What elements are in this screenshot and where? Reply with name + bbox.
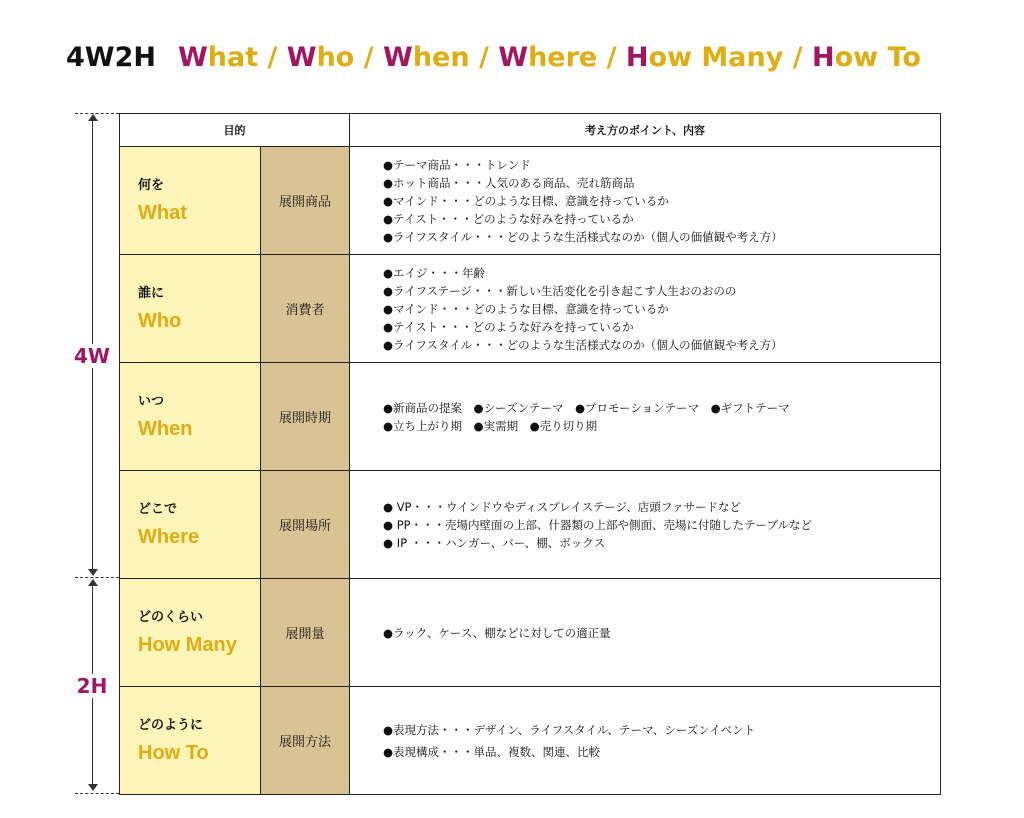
point-item: ● VP・・・ウインドウやディスプレイステージ、店頭ファサードなど [383,499,741,514]
title-letter: H [812,42,835,73]
four-w-two-h-table [119,113,941,795]
points-cell [350,147,940,254]
table-row [120,147,940,255]
purpose-jp: どのように [138,717,204,733]
purpose-cell [120,579,261,686]
points-cell [350,471,940,578]
title-word: ho [316,42,355,73]
purpose-cell [120,255,261,362]
title-word: hat [207,42,259,73]
purpose-en: Where [138,525,200,548]
arrow-down-icon [88,784,98,791]
point-item: ●ライフスタイル・・・どのような生活様式なのか（個人の価値観や考え方） [383,337,783,352]
points-cell [350,255,940,362]
point-item: ●新商品の提案 ●シーズンテーマ ●プロモーションテーマ ●ギフトテーマ [383,400,790,415]
arrow-down-icon [88,569,98,576]
point-item: ●テーマ商品・・・トレンド [383,157,531,172]
title-word: hen [412,42,470,73]
category-label: 消費者 [261,255,350,362]
point-item: ● IP ・・・ハンガー、バー、棚、ボックス [383,535,606,550]
purpose-cell [120,687,261,794]
bracket-tick [75,577,119,578]
bracket-line [92,120,93,344]
purpose-jp: 誰に [138,285,165,301]
table-row [120,687,940,794]
title-letter: W [286,42,317,73]
title-letter: W [498,42,529,73]
point-item: ●立ち上がり期 ●実需期 ●売り切り期 [383,418,598,433]
point-item: ●ライフスタイル・・・どのような生活様式なのか（個人の価値観や考え方） [383,229,783,244]
bracket-line [92,698,93,784]
purpose-jp: いつ [138,393,165,409]
title-letter: H [625,42,649,73]
title-separator: / [354,42,384,73]
group-label-2h: 2H [69,674,115,698]
point-item: ●ラック、ケース、棚などに対しての適正量 [383,625,611,640]
point-item: ●マインド・・・どのような目標、意識を持っているか [383,301,669,316]
group-label-4w: 4W [69,344,115,368]
purpose-en: How Many [138,633,237,656]
title-word: ow Many [648,42,784,73]
title-word: ow To [834,42,921,73]
purpose-en: Who [138,309,182,332]
point-item: ●ライフステージ・・・新しい生活変化を引き起こす人生おのおのの [383,283,737,298]
bracket-line [92,586,93,674]
point-item: ●ホット商品・・・人気のある商品、売れ筋商品 [383,175,635,190]
purpose-jp: 何を [138,177,165,193]
category-label: 展開場所 [261,471,350,578]
purpose-cell [120,471,261,578]
title-prefix: 4W2H [66,42,156,73]
page-title [66,36,921,80]
category-label: 展開時期 [261,363,350,470]
bracket-line [92,368,93,569]
purpose-jp: どこで [138,501,178,517]
title-separator: / [469,42,499,73]
points-cell [350,579,940,686]
point-item: ●エイジ・・・年齢 [383,265,486,280]
point-item: ●表現構成・・・単品、複数、関連、比較 [383,744,601,759]
purpose-en: When [138,417,193,440]
table-row [120,579,940,687]
purpose-cell [120,147,261,254]
table-row [120,363,940,471]
point-item: ●マインド・・・どのような目標、意識を持っているか [383,193,669,208]
point-item: ●表現方法・・・デザイン、ライフスタイル、テーマ、シーズンイベント [383,722,756,737]
bracket-tick [75,793,119,794]
arrow-up-icon [88,114,98,121]
point-item: ●テイスト・・・どのような好みを持っているか [383,211,634,226]
header-content: 考え方のポイント、内容 [350,114,940,147]
title-letter: W [177,42,208,73]
title-separator: / [597,42,626,73]
point-item: ●テイスト・・・どのような好みを持っているか [383,319,634,334]
table-row [120,471,940,579]
points-cell [350,363,940,470]
point-item: ● PP・・・売場内壁面の上部、什器類の上部や側面、売場に付随したテーブルなど [383,517,813,532]
category-label: 展開方法 [261,687,350,794]
title-separator: / [258,42,287,73]
purpose-cell [120,363,261,470]
title-word: here [528,42,598,73]
category-label: 展開商品 [261,147,350,254]
table-row [120,255,940,363]
purpose-en: What [138,201,187,224]
title-letter: W [383,42,413,73]
category-label: 展開量 [261,579,350,686]
header-purpose: 目的 [120,114,350,147]
points-cell [350,687,940,794]
title-separator: / [783,42,812,73]
purpose-jp: どのくらい [138,609,204,625]
purpose-en: How To [138,741,209,764]
arrow-up-icon [88,579,98,586]
